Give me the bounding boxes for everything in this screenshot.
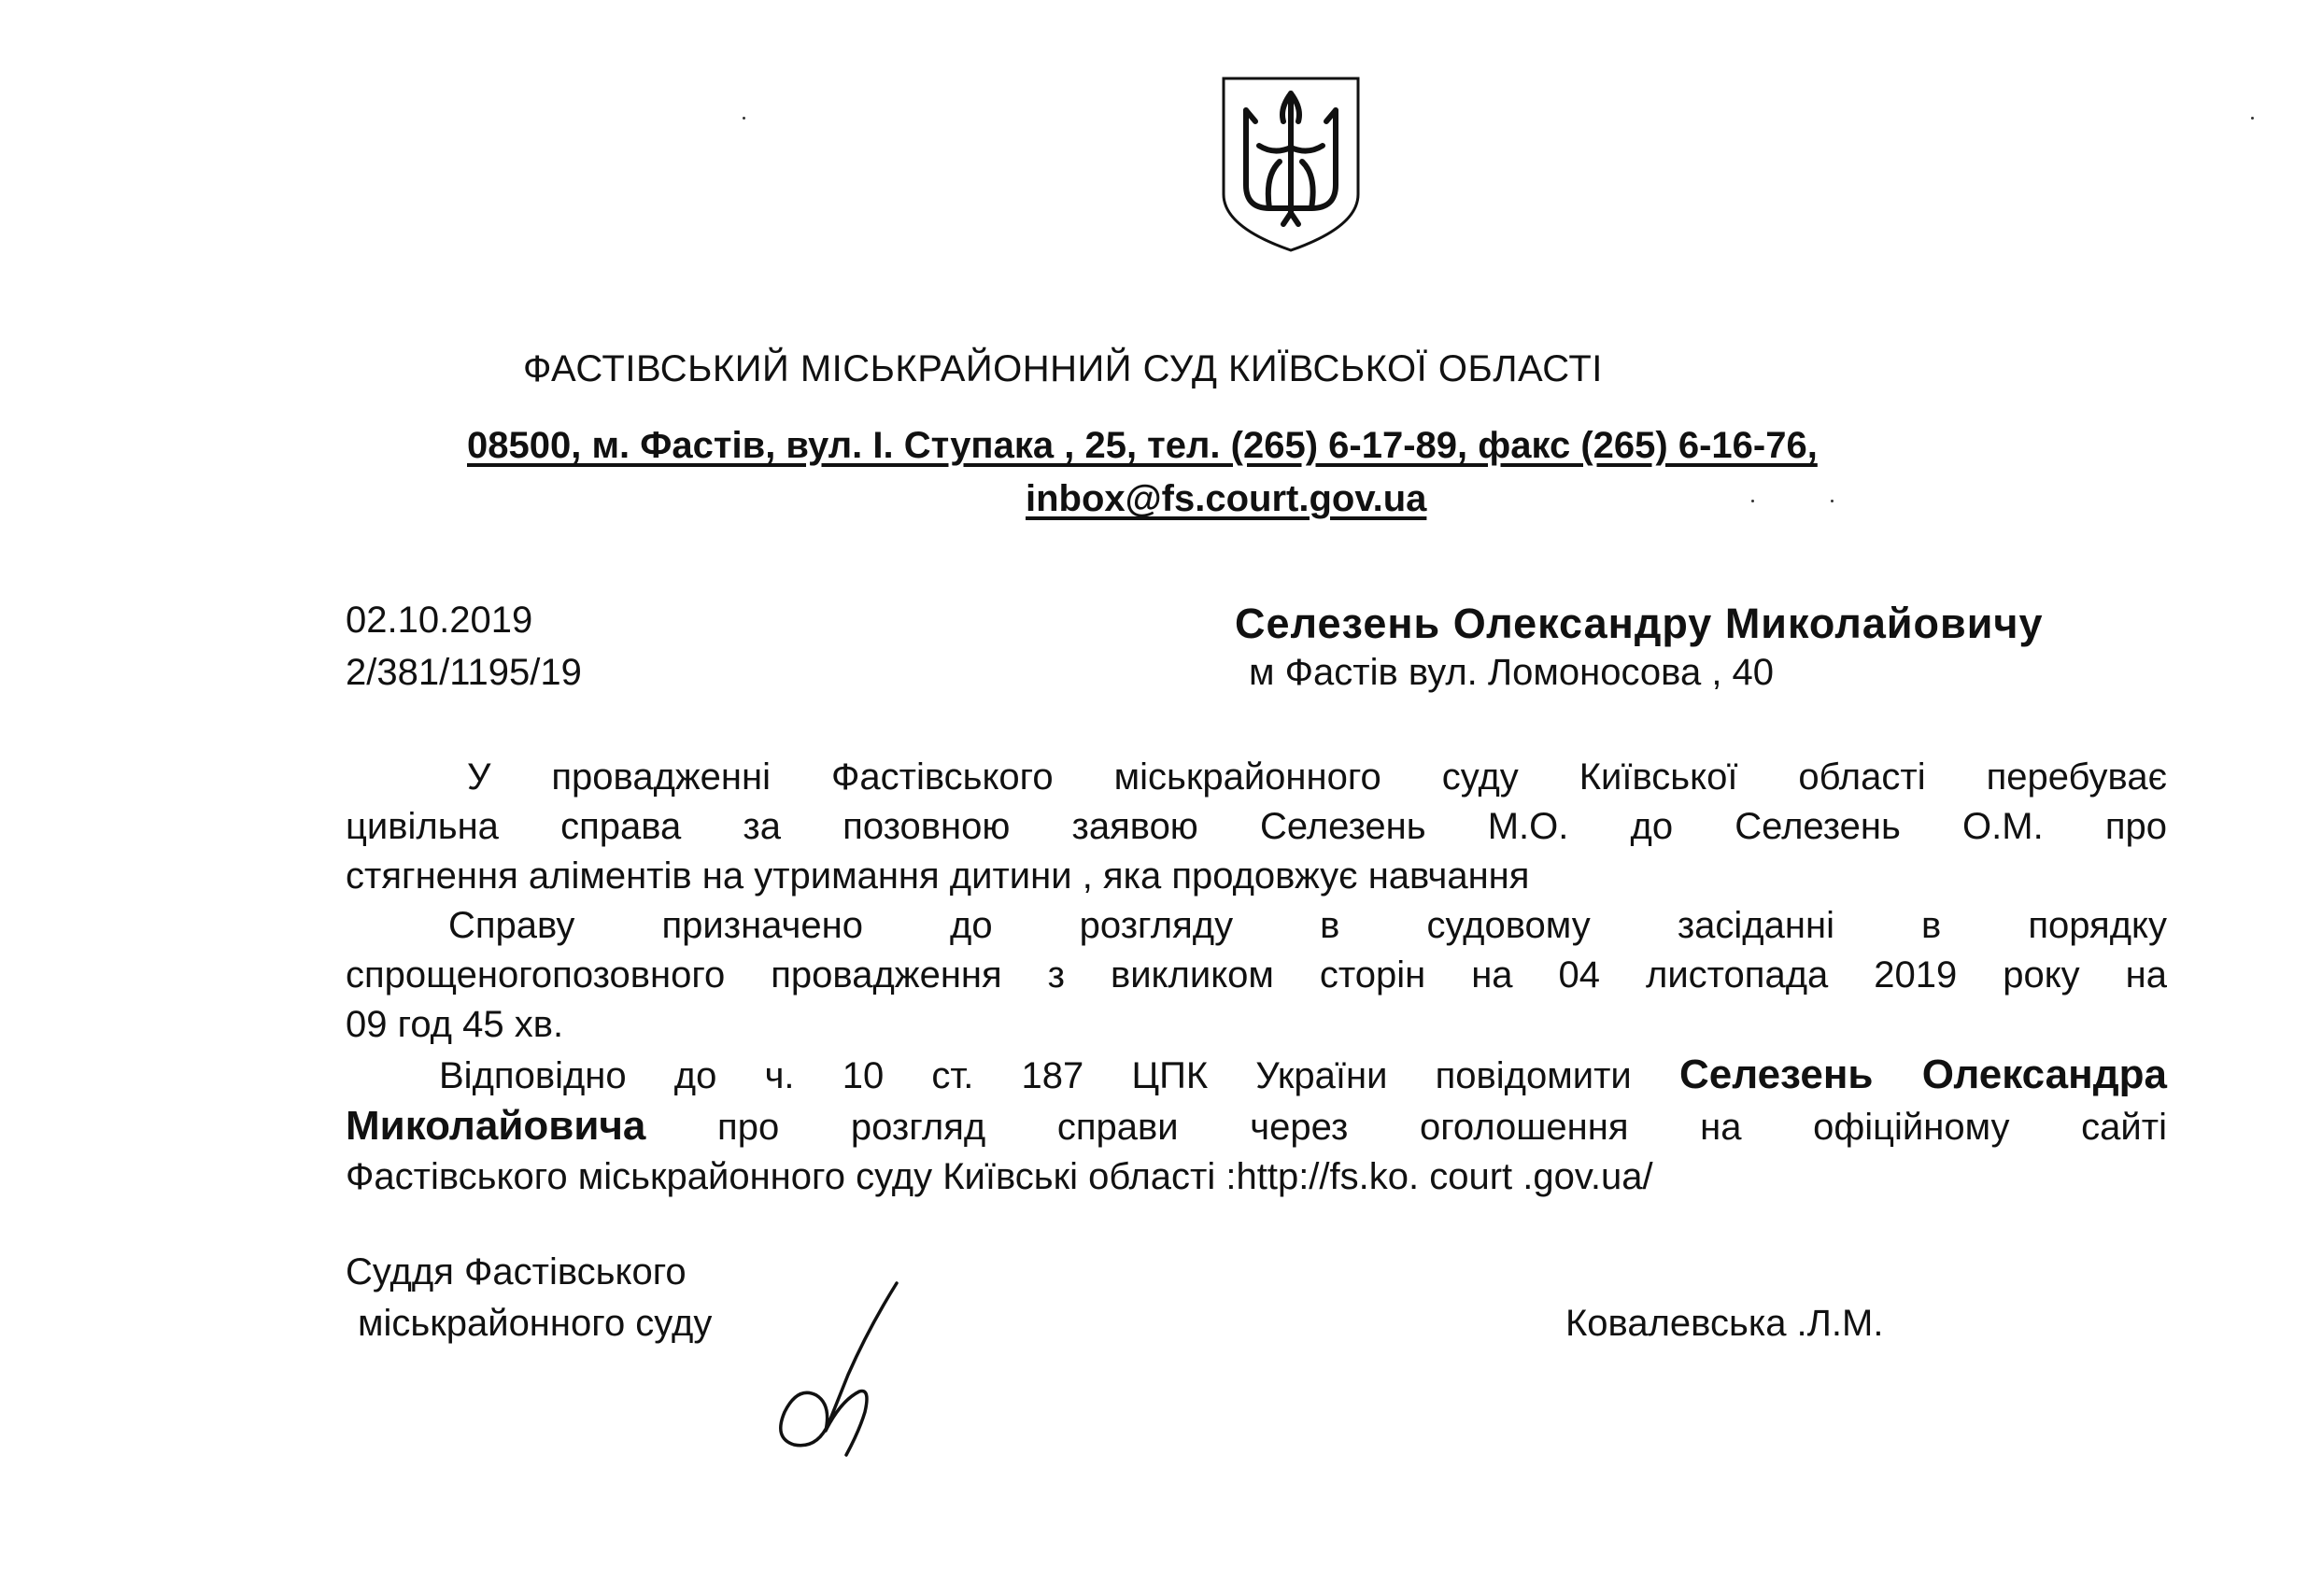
paragraph-hearing (346, 901, 2167, 1050)
court-email-line (1026, 478, 1426, 520)
defendant-patronymic: Миколайовича (346, 1103, 646, 1149)
court-name: ФАСТІВСЬКИЙ МІСЬКРАЙОННИЙ СУД КИЇВСЬКОЇ ОБЛАСТІ (523, 348, 1603, 389)
signature-icon (757, 1272, 915, 1459)
paragraph-line: спрощеногопозовного провадження з викликом сторін на 04 листопада 2019 року на (346, 954, 2167, 996)
judge-title: Суддя Фастівського (346, 1251, 687, 1292)
notice-text: Відповідно до ч. 10 ст. 187 ЦПК України повідомити (439, 1055, 1632, 1096)
judge-court: міськрайонного суду (358, 1303, 713, 1344)
trident-emblem-icon (1218, 73, 1364, 256)
paragraph-line: стягнення аліментів на утримання дитини , яка продовжує навчання (346, 855, 1530, 897)
document-date: 02.10.2019 (346, 600, 533, 641)
scan-speck (2251, 117, 2254, 120)
scan-speck (1831, 500, 1834, 502)
judge-name: Ковалевська .Л.М. (1565, 1303, 1884, 1344)
scan-speck (743, 117, 745, 120)
court-address: 08500, м. Фастів, вул. І. Ступака , 25, тел. (265) 6-17-89, факс (265) 6-16-76, (467, 425, 1818, 466)
paragraph-line (346, 1101, 2167, 1152)
paragraph-line: цивільна справа за позовною заявою Селезень М.О. до Селезень О.М. про (346, 806, 2167, 847)
defendant-name: Селезень Олександра (1678, 1052, 2167, 1097)
paragraph-proceedings (346, 753, 2167, 901)
notice-text: про розгляд справи через оголошення на офіційному сайті (717, 1107, 2167, 1148)
paragraph-line (346, 1050, 2167, 1101)
paragraph-line: Фастівського міськрайонного суду Київські області :http://fs.ko. court .gov.ua/ (346, 1156, 1653, 1197)
paragraph-line: Справу призначено до розгляду в судовому засіданні в порядку (448, 905, 2167, 946)
court-email[interactable]: inbox@fs.court.gov.ua (1026, 478, 1427, 519)
case-number: 2/381/1195/19 (346, 652, 582, 693)
recipient-name: Селезень Олександру Миколайовичу (1235, 600, 2044, 647)
paragraph-notice (346, 1050, 2167, 1202)
paragraph-line: У провадженні Фастівського міськрайонного суду Київської області перебуває (467, 756, 2167, 798)
paragraph-line: 09 год 45 хв. (346, 1004, 564, 1045)
scan-speck (1751, 500, 1754, 502)
recipient-address: м Фастів вул. Ломоносова , 40 (1249, 652, 1775, 693)
